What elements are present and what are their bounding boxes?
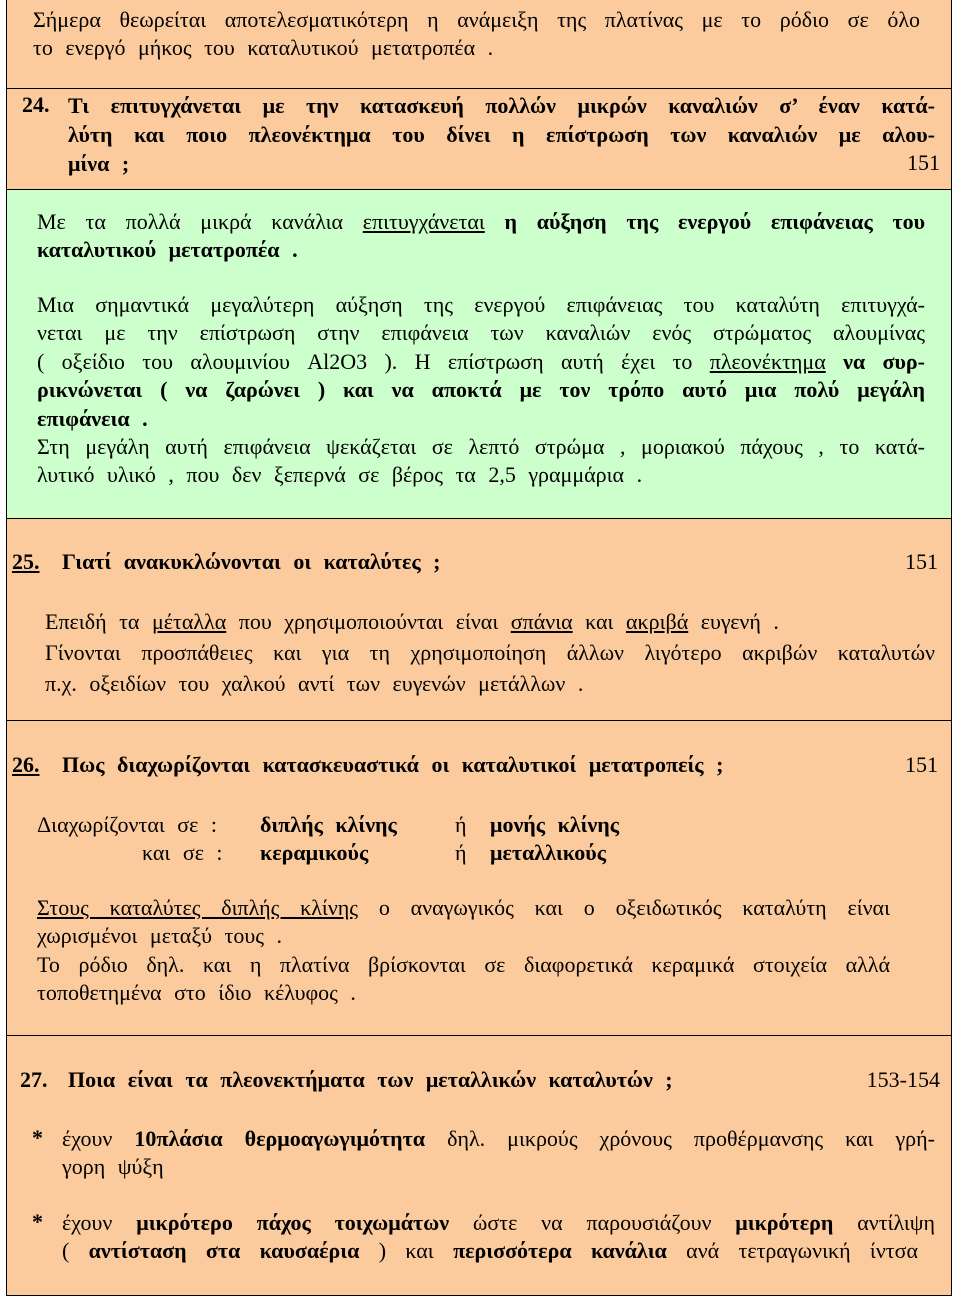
answer-line (45, 606, 935, 637)
question-text: Γιατί ανακυκλώνονται οι καταλύτες ; (62, 549, 441, 574)
question-text: Πως διαχωρίζονται κατασκευαστικά οι καταλυτικοί μετατροπείς ; (62, 752, 724, 777)
classification-option: μονής κλίνης (490, 812, 620, 837)
classification-option: κεραμικούς (260, 840, 369, 865)
text-segment: και (585, 609, 614, 634)
question-number: 26. (12, 752, 40, 777)
answer-paragraph (37, 208, 925, 264)
bold-phrase: να συρ- (843, 348, 925, 374)
answer-line: ρικνώνεται ( να ζαρώνει ) και να αποκτά με τον τρόπο αυτό μια πολύ μεγάλη (37, 377, 925, 403)
advantage-line (62, 1124, 935, 1153)
question-line: λύτη και ποιο πλεονέκτημα του δίνει η επίστρωση των καναλιών με αλου- (68, 122, 935, 147)
text-segment: ευγενή . (700, 609, 779, 634)
text-segment: αντίλιψη (857, 1210, 935, 1235)
underlined-term: επιτυγχάνεται (362, 209, 485, 234)
answer-line (37, 208, 925, 236)
question-line: Τι επιτυγχάνεται με την κατασκευή πολλών μικρών καναλιών σ’ έναν κατά- (68, 93, 935, 118)
text-segment: έχουν (62, 1210, 113, 1235)
bold-phrase: 10πλάσια θερμοαγωγιμότητα (134, 1126, 426, 1151)
answer-paragraph (37, 894, 890, 1008)
answer-line: Το ρόδιο δηλ. και η πλατίνα βρίσκονται σε διαφορετικά κεραμικά στοιχεία αλλά (37, 951, 890, 977)
answer-paragraph (37, 291, 925, 490)
text-segment: Επειδή τα (45, 609, 140, 634)
underlined-term: Στους καταλύτες διπλής κλίνης (37, 895, 358, 920)
answer-line: π.χ. οξειδίων του χαλκού αντί των ευγενών μετάλλων . (45, 671, 584, 696)
underlined-term: πλεονέκτημα (709, 348, 826, 374)
answer-line: νεται με την επίστρωση στην επιφάνεια των καναλιών ενός στρώματος αλουμίνας (37, 320, 925, 346)
question-text: Ποια είναι τα πλεονεκτήματα των μεταλλικών καταλυτών ; (68, 1067, 673, 1092)
underlined-term: ακριβά (625, 609, 689, 634)
intro-section (6, 0, 952, 89)
bullet-marker: * (32, 1125, 43, 1150)
question-number: 27. (20, 1067, 48, 1092)
answer-24-box (6, 190, 952, 518)
question-24-box (6, 88, 952, 190)
bold-phrase: μικρότερη (735, 1210, 834, 1235)
advantage-line (62, 1237, 918, 1265)
bold-phrase: η αύξηση της ενεργού επιφάνειας του (504, 209, 925, 234)
question-25-box (6, 518, 952, 721)
answer-paragraph (45, 606, 935, 699)
answer-line: Μια σημαντικά μεγαλύτερη αύξηση της ενεργού επιφάνειας του καταλύτη επιτυγχά- (37, 292, 925, 317)
text-segment: ( οξείδιο του αλουμινίου Al2O3 ). Η επίστρωση αυτή έχει το (37, 348, 693, 374)
classification-option: μεταλλικούς (490, 840, 607, 865)
text-segment: έχουν (62, 1126, 113, 1151)
page-reference: 151 (905, 549, 938, 574)
question-number: 24. (22, 92, 50, 117)
bold-phrase: αντίσταση στα καυσαέρια (88, 1238, 360, 1263)
text-segment: ) και (378, 1238, 434, 1263)
underlined-term: σπάνια (510, 609, 573, 634)
answer-line: χωρισμένοι μεταξύ τους . (37, 923, 282, 949)
bold-phrase: μικρότερο πάχος τοιχωμάτων (136, 1210, 450, 1235)
text-segment: δηλ. μικρούς χρόνους προθέρμανσης και γρή- (447, 1126, 935, 1151)
text-segment: ( (62, 1238, 70, 1263)
advantage-item (62, 1124, 935, 1181)
text-segment: ώστε να παρουσιάζουν (472, 1210, 712, 1235)
advantage-item (62, 1208, 935, 1265)
advantage-line (62, 1208, 935, 1237)
classification-option: διπλής κλίνης (260, 812, 397, 837)
classification-label: και σε : (142, 840, 223, 865)
text-segment: ανά τετραγωνική ίντσα (686, 1238, 918, 1263)
question-text (68, 91, 935, 178)
question-line: μίνα ; (68, 151, 130, 176)
intro-text (33, 6, 920, 62)
bullet-marker: * (32, 1209, 43, 1234)
text-segment: ο αναγωγικός και ο οξειδωτικός καταλύτη είναι (378, 895, 890, 920)
answer-line: λυτικό υλικό , που δεν ξεπερνά σε βέρος τα 2,5 γραμμάρια . (37, 462, 643, 488)
question-27-box (6, 1035, 952, 1296)
answer-line: Στη μεγάλη αυτή επιφάνεια ψεκάζεται σε λεπτό στρώμα , μοριακού πάχους , το κατά- (37, 433, 925, 459)
classification-label: Διαχωρίζονται σε : (37, 812, 217, 837)
page-reference: 151 (905, 752, 938, 777)
page-reference: 151 (907, 150, 940, 175)
answer-line: καταλυτικού μετατροπέα . (37, 237, 298, 262)
intro-line: Σήμερα θεωρείται αποτελεσματικότερη η ανάμειξη της πλατίνας με το ρόδιο σε όλο (33, 7, 920, 32)
answer-line (37, 348, 925, 376)
answer-line: Γίνονται προσπάθειες και για τη χρησιμοποίηση άλλων λιγότερο ακριβών καταλυτών (45, 640, 935, 665)
underlined-term: μέταλλα (151, 609, 227, 634)
text-segment: που χρησιμοποιούνται είναι (238, 609, 499, 634)
question-number: 25. (12, 549, 40, 574)
text-segment: Με τα πολλά μικρά κανάλια (37, 209, 344, 234)
classification-or: ή (455, 812, 467, 837)
answer-line: τοποθετημένα στο ίδιο κέλυφος . (37, 980, 356, 1006)
bold-phrase: περισσότερα κανάλια (453, 1238, 667, 1263)
advantage-line: γορη ψύξη (62, 1154, 164, 1179)
page-reference: 153-154 (866, 1067, 940, 1092)
question-26-box (6, 720, 952, 1036)
answer-line: επιφάνεια . (37, 405, 148, 431)
intro-line: το ενεργό μήκος του καταλυτικού μετατροπέα . (33, 35, 494, 60)
classification-or: ή (455, 840, 467, 865)
answer-line (37, 894, 890, 922)
